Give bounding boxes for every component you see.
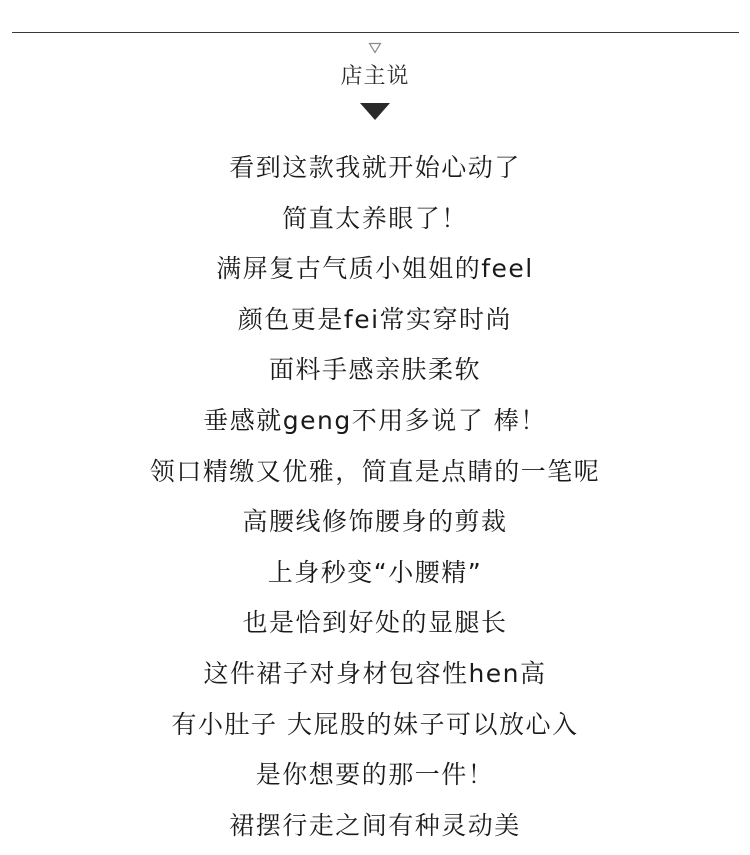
description-line: 面料手感亲肤柔软: [268, 355, 481, 385]
description-line: 上身秒变“小腰精”: [267, 557, 483, 587]
description-line: 简直太养眼了！: [282, 203, 468, 233]
description-line: 看到这款我就开始心动了: [229, 153, 521, 182]
top-divider: [12, 32, 739, 33]
description-line: 有小肚子 大屁股的妹子可以放心入: [171, 709, 579, 739]
description-lines: [0, 143, 750, 851]
description-line: 是你想要的那一件！: [255, 760, 495, 790]
description-line: 颜色更是fei常实穿时尚: [237, 304, 513, 334]
description-line: 满屏复古气质小姐姐的feel: [216, 254, 534, 284]
description-line: 这件裙子对身材包容性hen高: [203, 658, 547, 688]
description-line: 裙摆行走之间有种灵动美: [229, 810, 521, 840]
description-line: 垂感就geng不用多说了 棒！: [203, 405, 547, 435]
triangle-down-filled-icon: [360, 103, 390, 120]
description-line: 也是恰到好处的显腿长: [242, 608, 508, 638]
section-title: 店主说: [340, 64, 410, 89]
triangle-down-outline-icon: [368, 42, 382, 54]
description-line: 领口精缴又优雅，简直是点睛的一笔呢: [149, 456, 601, 486]
description-line: 高腰线修饰腰身的剪裁: [242, 507, 508, 537]
